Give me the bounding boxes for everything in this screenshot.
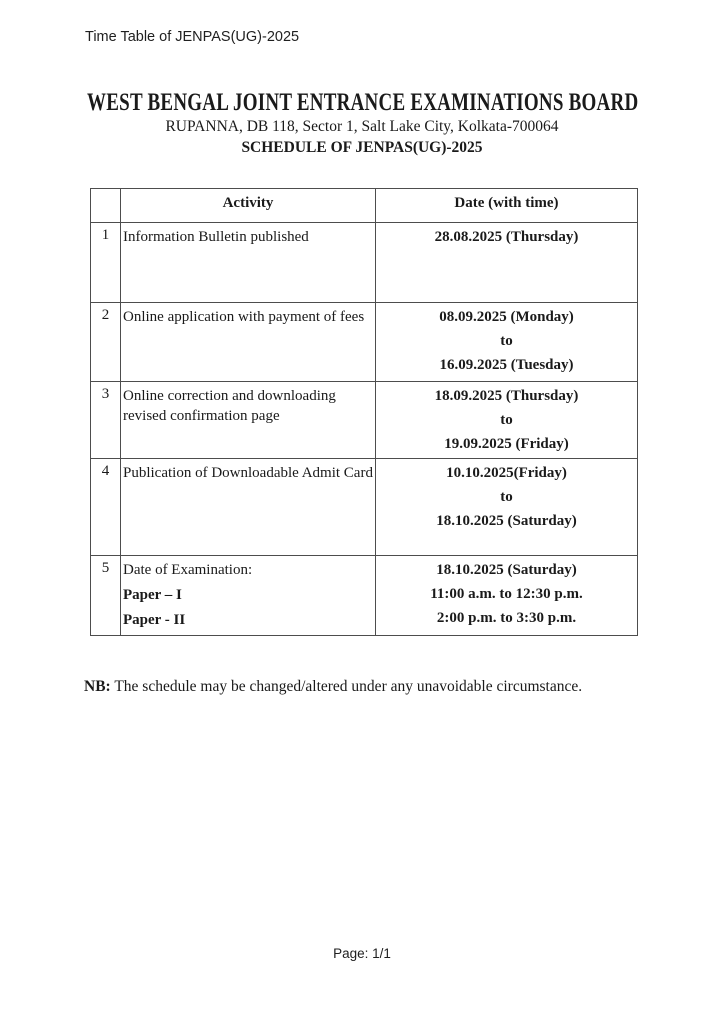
table-row bbox=[91, 556, 638, 636]
date-line: 18.09.2025 (Thursday) bbox=[434, 388, 579, 404]
serial-cell: 1 bbox=[91, 223, 121, 303]
date-cell bbox=[376, 223, 638, 303]
serial-cell: 2 bbox=[91, 303, 121, 382]
nb-text: The schedule may be changed/altered under any unavoidable circumstance. bbox=[114, 678, 583, 695]
date-cell bbox=[376, 382, 638, 459]
activity-line: Paper – I bbox=[123, 587, 182, 603]
board-address: RUPANNA, DB 118, Sector 1, Salt Lake City, Kolkata-700064 bbox=[165, 118, 559, 135]
letterhead bbox=[0, 90, 724, 157]
table-row bbox=[91, 223, 638, 303]
date-line: 11:00 a.m. to 12:30 p.m. bbox=[430, 586, 583, 602]
board-name-title: WEST BENGAL JOINT ENTRANCE EXAMINATIONS BOARD bbox=[87, 89, 639, 116]
table-row bbox=[91, 382, 638, 459]
activity-line: Information Bulletin published bbox=[123, 229, 309, 245]
schedule-table bbox=[90, 188, 638, 636]
date-line: 10.10.2025(Friday) bbox=[446, 465, 567, 481]
activity-cell bbox=[121, 556, 376, 636]
activity-line: Online correction and downloading revised confirmation page bbox=[123, 388, 336, 424]
schedule-table-head bbox=[91, 189, 638, 223]
date-line: 28.08.2025 (Thursday) bbox=[434, 229, 579, 245]
serial-cell: 5 bbox=[91, 556, 121, 636]
serial-cell: 3 bbox=[91, 382, 121, 459]
date-column-header: Date (with time) bbox=[376, 189, 638, 223]
date-line: 18.10.2025 (Saturday) bbox=[436, 562, 577, 578]
date-line: 08.09.2025 (Monday) bbox=[439, 309, 574, 325]
activity-line: Date of Examination: bbox=[123, 562, 253, 578]
date-cell bbox=[376, 459, 638, 556]
activity-line: Publication of Downloadable Admit Card bbox=[123, 465, 373, 481]
activity-cell bbox=[121, 382, 376, 459]
table-row bbox=[91, 459, 638, 556]
date-line: 16.09.2025 (Tuesday) bbox=[439, 357, 574, 373]
date-cell bbox=[376, 556, 638, 636]
schedule-table-body bbox=[91, 223, 638, 636]
nb-note bbox=[84, 678, 582, 696]
date-line: 18.10.2025 (Saturday) bbox=[436, 513, 577, 529]
table-row bbox=[91, 303, 638, 382]
activity-cell bbox=[121, 303, 376, 382]
nb-label: NB: bbox=[84, 678, 111, 695]
board-title-wrap bbox=[0, 90, 724, 115]
activity-column-header: Activity bbox=[121, 189, 376, 223]
activity-cell bbox=[121, 459, 376, 556]
date-cell bbox=[376, 303, 638, 382]
table-header-row bbox=[91, 189, 638, 223]
date-line: to bbox=[500, 412, 513, 428]
schedule-heading: SCHEDULE OF JENPAS(UG)-2025 bbox=[241, 139, 483, 156]
date-line: 2:00 p.m. to 3:30 p.m. bbox=[436, 610, 577, 626]
activity-line: Online application with payment of fees bbox=[123, 309, 365, 325]
date-line: to bbox=[500, 333, 513, 349]
serial-cell: 4 bbox=[91, 459, 121, 556]
page-number: Page: 1/1 bbox=[333, 946, 391, 961]
serial-column-header bbox=[91, 189, 121, 223]
document-header-note: Time Table of JENPAS(UG)-2025 bbox=[85, 29, 300, 45]
date-line: to bbox=[500, 489, 513, 505]
activity-line: Paper - II bbox=[123, 612, 186, 628]
date-line: 19.09.2025 (Friday) bbox=[444, 436, 569, 452]
activity-cell bbox=[121, 223, 376, 303]
